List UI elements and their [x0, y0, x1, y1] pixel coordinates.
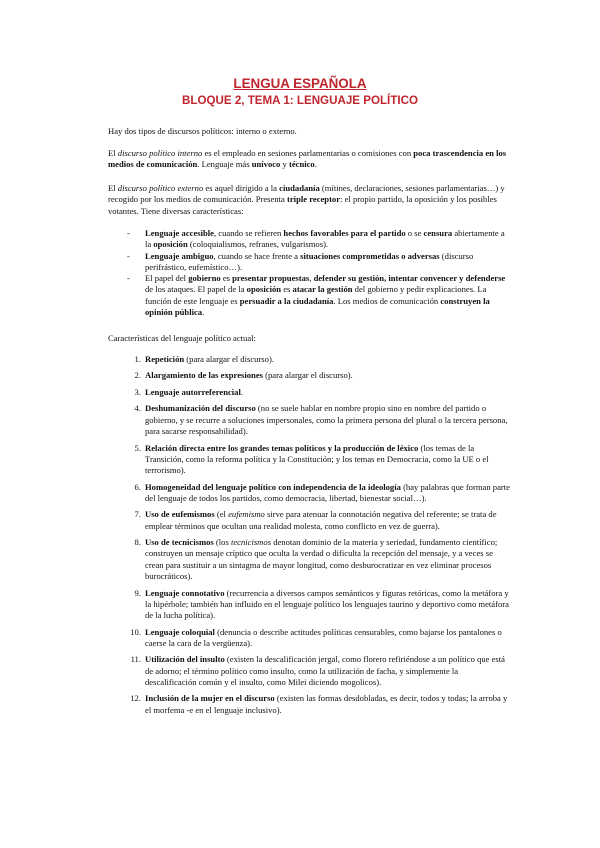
- list-item: 8. Uso de tecnicismos (los tecnicismos denotan dominio de la materia y seriedad, fundamento científico; construyen un mensaje críptico que oculta la verdad o dificulta la recepción del mensaje, y a veces se crean para sustituir a un sintagma de mayor longitud, como desburocratizar en vez eliminar procesos burocráticos).: [134, 537, 498, 582]
- list-item: - Lenguaje accesible, cuando se refieren hechos favorables para el partido o se censura abiertamente a la oposición (coloquialismos, refranes, vulgarismos).: [145, 228, 509, 251]
- list-item: 3. Lenguaje autorreferencial.: [134, 386, 244, 397]
- page-subtitle: BLOQUE 2, TEMA 1: LENGUAJE POLÍTICO: [182, 94, 418, 107]
- list-item: 11. Utilización del insulto (existen la descalificación jergal, como florero refiriéndose a un político que está de adorno; el término político como insulto, como la utilización de facha, y simplemente la descalificación común y el insulto, como Milei diciendo mogolicos).: [130, 654, 505, 687]
- list-item: 2. Alargamiento de las expresiones (para alargar el discurso).: [134, 370, 353, 381]
- paragraph-discurso-interno: El discurso político interno es el empleado en sesiones parlamentarias o comisiones con poca trascendencia en los medios de comunicación. Lenguaje más unívoco y técnico.: [108, 148, 507, 170]
- caracteristicas-bullet-list: [145, 228, 509, 318]
- list-item: 9. Lenguaje connotativo (recurrencia a diversos campos semánticos y figuras retóricas, como la metáfora y la hipérbole; también han influido en el lenguaje político los lenguajes taurino y deportivo como metáfora de la lucha política).: [134, 587, 509, 621]
- list-item: 10. Lenguaje coloquial (denuncia o describe actitudes políticas censurables, como bajarse los pantalones o caerse la cara de la vergüenza).: [130, 626, 502, 648]
- list-item: 7. Uso de eufemismos (el eufemismo sirve para atenuar la connotación negativa del referente; se trata de emplear términos que ocultan una realidad molesta, como conflicto en vez de guerra).: [134, 509, 497, 531]
- list-item: 4. Deshumanización del discurso (no se suele hablar en nombre propio sino en nombre del partido o gobierno, y se recurre a soluciones impersonales, como la primera persona del plural o la tercera persona, para sacarse responsabilidad).: [134, 403, 508, 437]
- intro-paragraph: Hay dos tipos de discursos políticos: interno o externo.: [108, 126, 297, 136]
- list-item: 12. Inclusión de la mujer en el discurso (existen las formas desdobladas, es decir, todos y todas; la arroba y el morfema -e en el lenguaje inclusivo).: [130, 693, 508, 715]
- list-item: 5. Relación directa entre los grandes temas políticos y la producción de léxico (los temas de la Transición, como la reforma política y la Constitución; y los temas en Democracia, como la UE o el terrorismo).: [134, 442, 489, 476]
- page-title: LENGUA ESPAÑOLA: [233, 76, 367, 91]
- list-item: - El papel del gobierno es presentar propuestas, defender su gestión, intentar convencer y defenderse de los ataques. El papel de la oposición es atacar la gestión del gobierno y pedir explicaciones. La función de este lenguaje es persuadir a la ciudadanía. Los medios de comunicación construyen la opinión pública.: [145, 273, 509, 318]
- list-item: 6. Homogeneidad del lenguaje político con independencia de la ideología (hay palabras que forman parte del lenguaje de todos los partidos, como democracia, libertad, bienestar social…).: [134, 481, 510, 503]
- list-item: 1. Repetición (para alargar el discurso).: [134, 354, 274, 364]
- list-item: - Lenguaje ambiguo, cuando se hace frente a situaciones comprometidas o adversas (discurso perifrástico, eufemístico…).: [145, 251, 509, 274]
- paragraph-discurso-externo: El discurso político externo es aquel dirigido a la ciudadanía (mítines, declaraciones, sesiones parlamentarias…) y recogido por los medios de comunicación. Presenta triple receptor: el propio partido, la oposición y los posibles votantes. Tiene diversas características:: [108, 183, 505, 216]
- caracteristicas-numbered-list: [130, 354, 511, 721]
- caracteristicas-heading: Características del lenguaje político actual:: [108, 333, 256, 343]
